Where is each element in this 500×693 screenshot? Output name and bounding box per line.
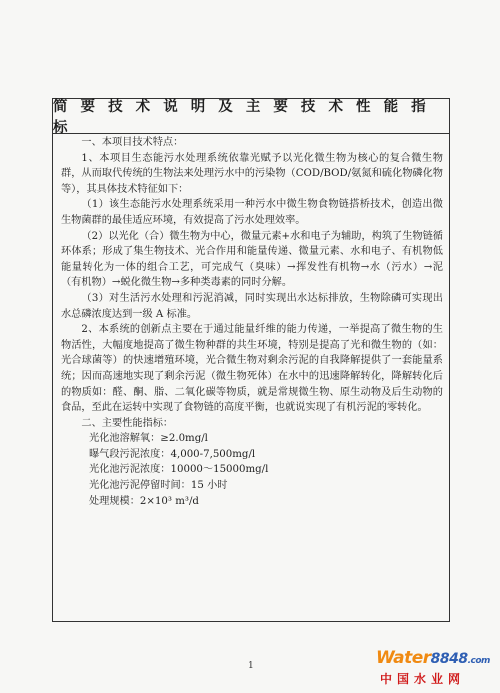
paragraph-item-2: 2、本系统的创新点主要在于通过能量纤维的能力传递，一举提高了微生物的生物活性，大幅度地提高了微生物种群的共生环境，特别是提高了光和微生物的（如：光合球菌等）的快速增殖环境，光合微生物对剩余污泥的自我降解提供了一套能量系统；因而高速地实现了剩余污泥（微生物死体）在水中的迅速降解转化，降解转化后的物质如：醛、酮、脂、二氧化碳等物质，就是常规微生物、原生动物及后生动物的食品，至此在运转中实现了食物链的高度平衡，也就说实现了有机污泥的零转化。 — [61, 324, 443, 414]
logo-number: 8848 — [430, 651, 468, 667]
paragraph-feature-3: （3）对生活污水处理和污泥消减，同时实现出水达标排放，生物除磷可实现出水总磷浓度达到一级 A 标准。 — [61, 292, 443, 320]
title-row — [53, 99, 449, 134]
spec-line: 曝气段污泥浓度：4,000-7,500mg/l — [89, 448, 256, 460]
document-body — [61, 135, 443, 509]
spec-line: 光化池溶解氧：≥2.0mg/l — [89, 433, 208, 445]
logo-wordmark — [376, 648, 490, 668]
page-number: 1 — [248, 661, 254, 671]
document-frame — [52, 98, 450, 622]
logo-word: Water — [376, 648, 431, 668]
logo-chinese-name: 中国水业网 — [380, 672, 466, 686]
logo-suffix: .com — [467, 656, 490, 666]
watermark-logo — [376, 648, 500, 693]
paragraph-feature-2: （2）以光化（合）微生物为中心，微量元素+水和电子为辅助，构筑了生物链循环体系；形成了集生物技术、光合作用和能量传递、微量元素、水和电子、有机物低能量转化为一体的组合工艺，可完成气（臭味）→挥发性有机物→水（污水）→泥（有机物）→蜕化微生物→多种类毒素的同时分解。 — [61, 230, 443, 289]
spec-line: 处理规模：2×10³ m³/d — [89, 495, 199, 507]
document-title: 简 要 技 术 说 明 及 主 要 技 术 性 能 指 标 — [53, 99, 430, 136]
paragraph-feature-1: （1）该生态能污水处理系统采用一种污水中微生物食物链搭桥技术，创造出微生物菌群的最佳适应环境，有效提高了污水处理效率。 — [61, 199, 443, 226]
section-heading-specs: 二、主要性能指标： — [81, 417, 174, 429]
spec-line: 光化池污泥停留时间：15 小时 — [89, 480, 228, 492]
spec-line: 光化池污泥浓度：10000～15000mg/l — [89, 464, 269, 476]
paragraph-item-1: 1、本项目生态能污水处理系统依靠光赋予以光化微生物为核心的复合微生物群，从而取代传统的生物法来处理污水中的污染物（COD/BOD/氨氮和硫化物磷化物等），其具体技术特征如下： — [61, 152, 443, 195]
section-heading-features: 一、本项目技术特点： — [81, 137, 184, 148]
